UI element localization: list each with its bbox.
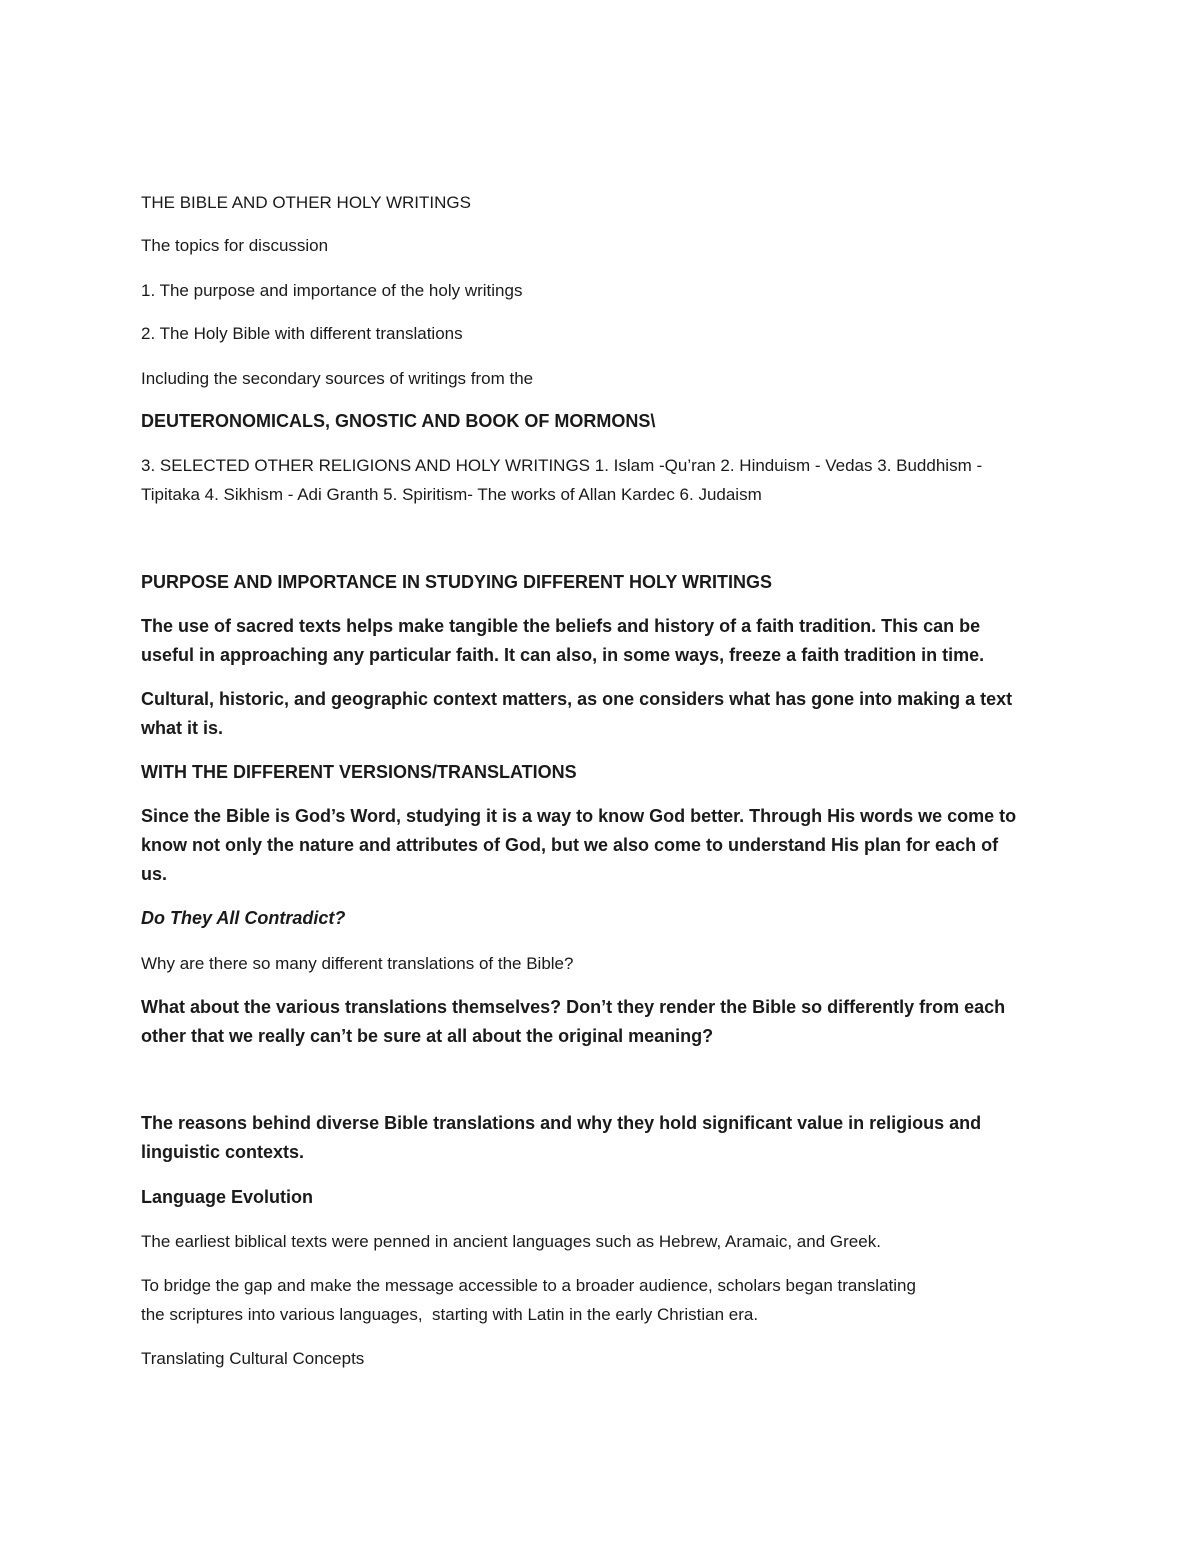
reasons-line-2: linguistic contexts. <box>141 1142 305 1162</box>
context-paragraph <box>141 685 1061 743</box>
contradict-heading: Do They All Contradict? <box>141 908 346 928</box>
language-evolution-heading: Language Evolution <box>141 1187 314 1207</box>
gods-word-line-1: Since the Bible is God’s Word, studying it is a way to know God better. Through His words we come to <box>141 806 1017 826</box>
document-body <box>141 188 1061 1373</box>
deuterocanonicals-heading: DEUTERONOMICALS, GNOSTIC AND BOOK OF MORMONS\ <box>141 411 656 431</box>
sacred-texts-line-1: The use of sacred texts helps make tangible the beliefs and history of a faith tradition. This can be <box>141 616 981 636</box>
what-about-paragraph <box>141 993 1061 1051</box>
topic-3-line-1: 3. SELECTED OTHER RELIGIONS AND HOLY WRITINGS 1. Islam -Qu’ran 2. Hinduism - Vedas 3. Buddhism - <box>141 456 983 475</box>
what-about-line-2: other that we really can’t be sure at all about the original meaning? <box>141 1026 714 1046</box>
reasons-line-1: The reasons behind diverse Bible translations and why they hold significant value in religious and <box>141 1113 982 1133</box>
topic-2: 2. The Holy Bible with different translations <box>141 324 463 343</box>
bridge-line-1: To bridge the gap and make the message accessible to a broader audience, scholars began translating <box>141 1276 916 1295</box>
including-text: Including the secondary sources of writings from the <box>141 369 534 388</box>
document-title: THE BIBLE AND OTHER HOLY WRITINGS <box>141 193 471 212</box>
purpose-heading: PURPOSE AND IMPORTANCE IN STUDYING DIFFERENT HOLY WRITINGS <box>141 572 773 592</box>
gods-word-line-2: know not only the nature and attributes of God, but we also come to understand His plan for each of <box>141 835 999 855</box>
topic-1: 1. The purpose and importance of the holy writings <box>141 281 523 300</box>
gods-word-line-3: us. <box>141 864 168 884</box>
sacred-texts-paragraph <box>141 612 1061 670</box>
topic-3-line-2: Tipitaka 4. Sikhism - Adi Granth 5. Spiritism- The works of Allan Kardec 6. Judaism <box>141 485 762 504</box>
translating-cultural-heading: Translating Cultural Concepts <box>141 1349 365 1368</box>
what-about-line-1: What about the various translations themselves? Don’t they render the Bible so differently from each <box>141 997 1006 1017</box>
reasons-paragraph <box>141 1109 1061 1167</box>
context-line-1: Cultural, historic, and geographic context matters, as one considers what has gone into making a text <box>141 689 1013 709</box>
bridge-paragraph <box>141 1271 1061 1329</box>
context-line-2: what it is. <box>141 718 224 738</box>
topic-3-paragraph <box>141 451 1061 509</box>
bridge-line-2: the scriptures into various languages, starting with Latin in the early Christian era. <box>141 1305 759 1324</box>
earliest-texts: The earliest biblical texts were penned in ancient languages such as Hebrew, Aramaic, and Greek. <box>141 1232 881 1251</box>
sacred-texts-line-2: useful in approaching any particular faith. It can also, in some ways, freeze a faith tradition in time. <box>141 645 985 665</box>
gods-word-paragraph <box>141 802 1061 889</box>
why-translations: Why are there so many different translations of the Bible? <box>141 954 574 973</box>
topics-heading: The topics for discussion <box>141 236 329 255</box>
versions-heading: WITH THE DIFFERENT VERSIONS/TRANSLATIONS <box>141 762 577 782</box>
